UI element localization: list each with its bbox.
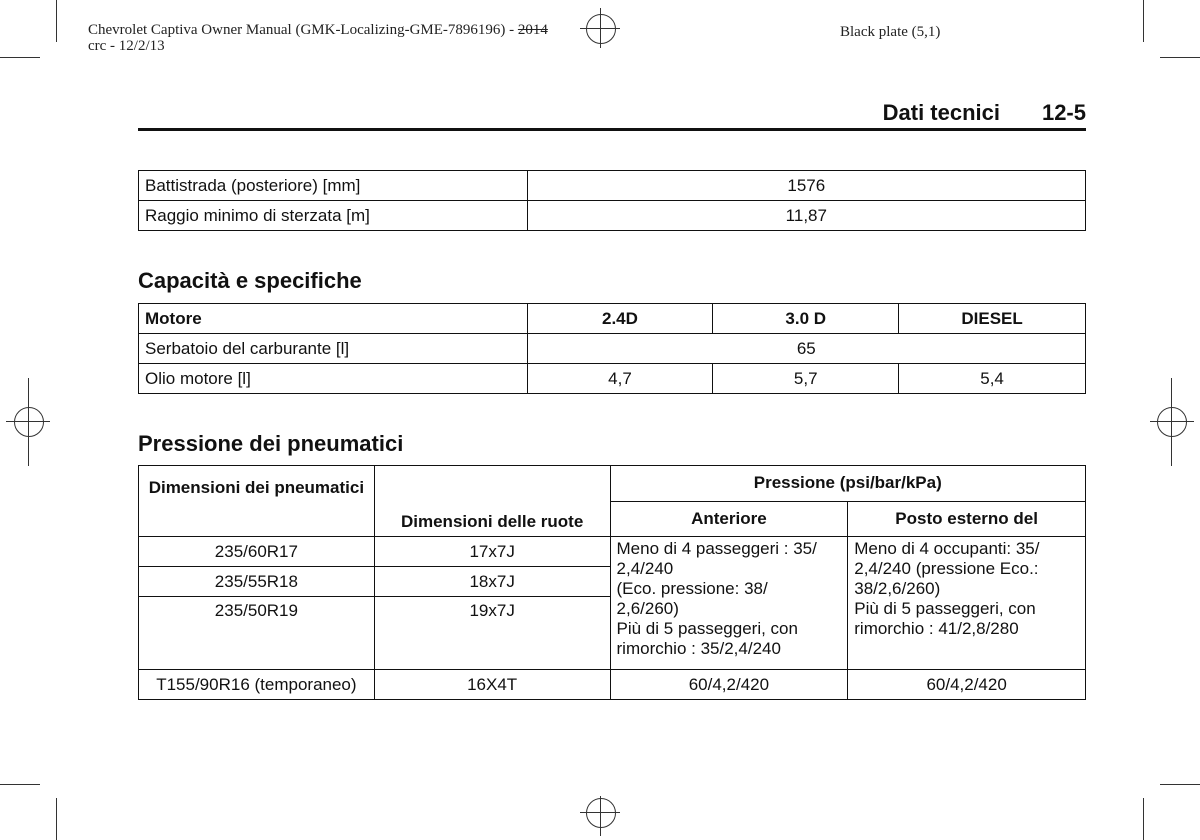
table-header-row	[139, 304, 1086, 334]
row-value: 4,7	[527, 364, 713, 394]
header-cell-pressure: Pressione (psi/bar/kPa)	[610, 466, 1085, 502]
header-cell-3-0d: 3.0 D	[713, 304, 899, 334]
row-value: 11,87	[527, 201, 1085, 231]
wheel-size-cell: 16X4T	[374, 670, 610, 700]
row-label: Serbatoio del carburante [l]	[139, 334, 528, 364]
crop-mark	[1160, 57, 1200, 58]
header-cell-2-4d: 2.4D	[527, 304, 713, 334]
page-number: 12-5	[1041, 100, 1086, 125]
table-row	[139, 171, 1086, 201]
registration-circle	[586, 798, 616, 828]
tyre-pressure-table	[138, 465, 1086, 700]
page-header	[138, 100, 1086, 131]
table-row	[139, 670, 1086, 700]
row-value: 65	[527, 334, 1085, 364]
header-cell-diesel: DIESEL	[899, 304, 1086, 334]
tyre-pressure-heading: Pressione dei pneumatici	[138, 431, 404, 456]
crop-mark	[56, 0, 57, 42]
registration-circle	[586, 14, 616, 44]
capacity-table	[138, 303, 1086, 394]
print-meta-date: crc - 12/2/13	[88, 38, 165, 54]
crop-mark	[56, 798, 57, 840]
crop-mark	[0, 784, 40, 785]
wheel-size-cell: 19x7J	[374, 597, 610, 670]
row-label: Olio motore [l]	[139, 364, 528, 394]
row-value: 5,4	[899, 364, 1086, 394]
print-meta-manual-line	[88, 22, 548, 39]
manual-title: Chevrolet Captiva Owner Manual (GMK-Localizing-GME-7896196) -	[88, 22, 515, 38]
rear-pressure-cell: 60/4,2/420	[848, 670, 1086, 700]
registration-circle	[1157, 407, 1187, 437]
manual-year: 2014	[517, 22, 548, 38]
crop-mark	[1143, 798, 1144, 840]
table-row	[139, 364, 1086, 394]
row-value: 1576	[527, 171, 1085, 201]
crop-mark	[1143, 0, 1144, 42]
front-pressure-cell: 60/4,2/420	[610, 670, 848, 700]
tyre-size-cell: 235/60R17	[139, 537, 375, 567]
header-cell-rear: Posto esterno del	[848, 501, 1086, 537]
row-label: Battistrada (posteriore) [mm]	[139, 171, 528, 201]
wheel-size-cell: 18x7J	[374, 567, 610, 597]
section-title: Dati tecnici	[882, 100, 1000, 125]
row-label: Raggio minimo di sterzata [m]	[139, 201, 528, 231]
tyre-size-cell: 235/50R19	[139, 597, 375, 670]
table-header-row	[139, 466, 1086, 502]
table-row	[139, 334, 1086, 364]
capacity-heading: Capacità e specifiche	[138, 268, 362, 293]
crop-mark	[0, 57, 40, 58]
registration-circle	[14, 407, 44, 437]
crop-mark	[1160, 784, 1200, 785]
table-row	[139, 201, 1086, 231]
wheel-size-cell: 17x7J	[374, 537, 610, 567]
header-cell-front: Anteriore	[610, 501, 848, 537]
tyre-size-cell: T155/90R16 (temporaneo)	[139, 670, 375, 700]
rear-pressure-cell: Meno di 4 occupanti: 35/ 2,4/240 (pressione Eco.: 38/2,6/260) Più di 5 passeggeri, con rimorchio : 41/2,8/280	[848, 537, 1086, 670]
table-row	[139, 537, 1086, 567]
tyre-size-cell: 235/55R18	[139, 567, 375, 597]
header-cell-wheel-size: Dimensioni delle ruote	[374, 466, 610, 537]
print-meta-plate: Black plate (5,1)	[840, 24, 941, 40]
front-pressure-cell: Meno di 4 passeggeri : 35/ 2,4/240 (Eco. pressione: 38/ 2,6/260) Più di 5 passeggeri, con rimorchio : 35/2,4/240	[610, 537, 848, 670]
row-value: 5,7	[713, 364, 899, 394]
header-cell-engine: Motore	[139, 304, 528, 334]
header-cell-tyre-size: Dimensioni dei pneumatici	[139, 466, 375, 537]
track-table	[138, 170, 1086, 231]
